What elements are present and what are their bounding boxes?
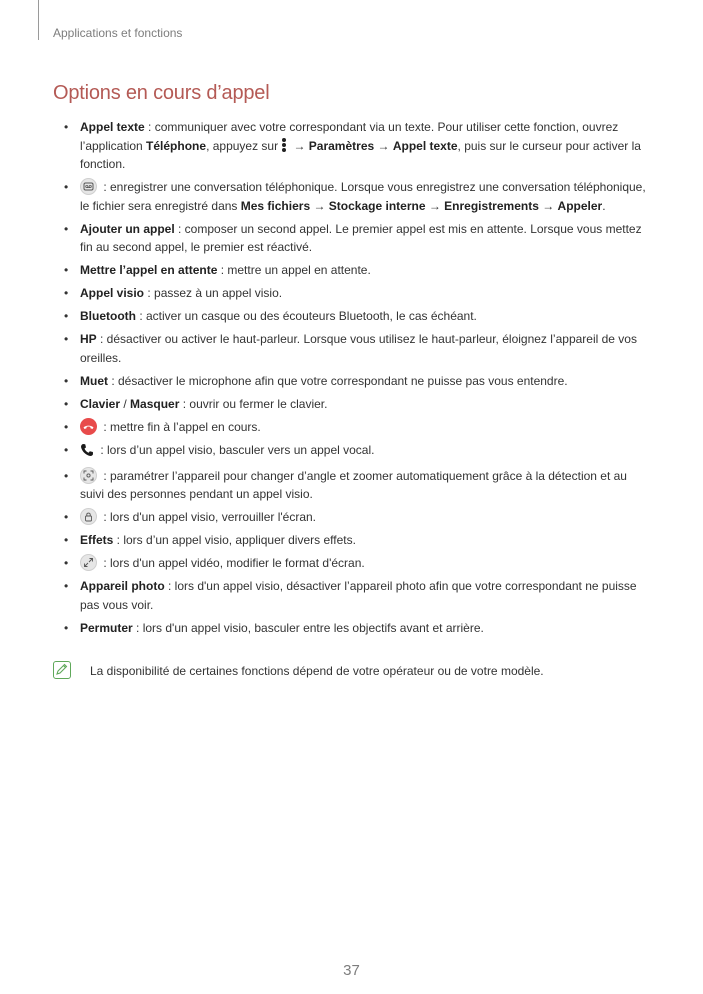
list-item-auto-frame: • : paramétrer l’appareil pour changer d’angle et zoomer automatiquement grâce à la détection et au suivi des personnes pendant un appel visio. bbox=[64, 467, 650, 504]
list-item-lock: • : lors d'un appel visio, verrouiller l'écran. bbox=[64, 508, 650, 527]
arrow: → bbox=[374, 138, 393, 153]
section-title: Options en cours d’appel bbox=[53, 82, 270, 104]
options-list bbox=[64, 118, 650, 637]
note-text: La disponibilité de certaines fonctions dépend de votre opérateur ou de votre modèle. bbox=[90, 664, 544, 678]
list-item-ajouter: • Ajouter un appel : composer un second appel. Le premier appel est mis en attente. Lorsque vous mettez fin au second appel, le premier est réactivé. bbox=[64, 220, 650, 257]
list-item-permuter: • Permuter : lors d'un appel visio, basculer entre les objectifs avant et arrière. bbox=[64, 619, 650, 638]
term-appel-texte: Appel texte bbox=[80, 120, 145, 134]
page-number: 37 bbox=[343, 962, 360, 979]
phone-icon bbox=[80, 443, 94, 463]
list-item-appel-texte: • Appel texte : communiquer avec votre correspondant via un texte. Pour utiliser cette fonction, ouvrez l’application Téléphone, appuyez sur → Paramètres → Appel texte, puis sur le curseur pour activer la fonction. bbox=[64, 118, 650, 174]
list-item-attente: • Mettre l’appel en attente : mettre un appel en attente. bbox=[64, 261, 650, 280]
list-item-voice: • : lors d’un appel visio, basculer vers un appel vocal. bbox=[64, 441, 650, 463]
list-item-record: • : enregistrer une conversation téléphonique. Lorsque vous enregistrez une conversation téléphonique, le fichier sera enregistré dans Mes fichiers → Stockage interne → Enregistrements → Appeler. bbox=[64, 178, 650, 215]
note-pencil-icon bbox=[53, 661, 71, 679]
page-rule bbox=[38, 0, 39, 40]
end-call-icon bbox=[80, 418, 97, 435]
auto-framing-icon bbox=[80, 467, 97, 484]
list-item-effets: • Effets : lors d’un appel visio, appliquer divers effets. bbox=[64, 531, 650, 550]
running-header: Applications et fonctions bbox=[53, 26, 183, 40]
record-call-icon bbox=[80, 178, 97, 195]
arrow: → bbox=[290, 138, 309, 153]
more-options-icon bbox=[281, 138, 287, 153]
list-item-end-call: • : mettre fin à l’appel en cours. bbox=[64, 418, 650, 437]
list-item-visio: • Appel visio : passez à un appel visio. bbox=[64, 284, 650, 303]
lock-icon bbox=[80, 508, 97, 525]
aspect-ratio-icon bbox=[80, 554, 97, 571]
list-item-clavier: • Clavier / Masquer : ouvrir ou fermer le clavier. bbox=[64, 395, 650, 414]
list-item-camera: • Appareil photo : lors d'un appel visio, désactiver l’appareil photo afin que votre correspondant ne puisse pas vous voir. bbox=[64, 577, 650, 614]
list-item-hp: • HP : désactiver ou activer le haut-parleur. Lorsque vous utilisez le haut-parleur, éloignez l’appareil de vos oreilles. bbox=[64, 330, 650, 367]
list-item-muet: • Muet : désactiver le microphone afin que votre correspondant ne puisse pas vous entendre. bbox=[64, 372, 650, 391]
list-item-bluetooth: • Bluetooth : activer un casque ou des écouteurs Bluetooth, le cas échéant. bbox=[64, 307, 650, 326]
list-item-format: • : lors d'un appel vidéo, modifier le format d'écran. bbox=[64, 554, 650, 573]
